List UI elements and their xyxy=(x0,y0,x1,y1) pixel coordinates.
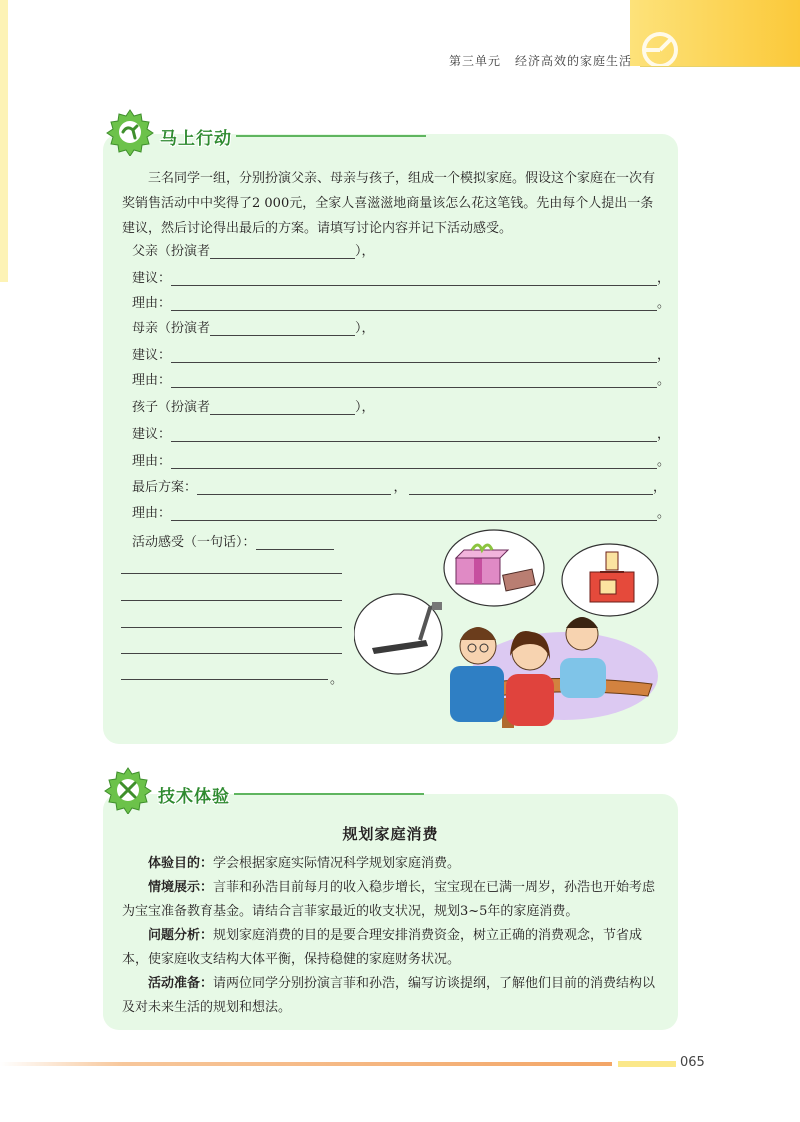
scene-text: 言菲和孙浩目前每月的收入稳步增长，宝宝现在已满一周岁，孙浩也开始考虑为宝宝准备教育基金。请结合言菲家最近的收支状况，规划3~5年的家庭消费。 xyxy=(122,880,656,919)
role-close: ）， xyxy=(355,244,375,259)
analysis-text: 规划家庭消费的目的是要合理安排消费资金，树立正确的消费观念，节省成本，使家庭收支结构大体平衡，保持稳健的家庭财务状况。 xyxy=(122,928,643,967)
feeling-line-3[interactable] xyxy=(121,600,342,601)
comma-mark: ， xyxy=(657,427,671,442)
plan-heading: 规划家庭消费 xyxy=(342,825,439,843)
mother-reason-row xyxy=(132,370,670,388)
period-mark: 。 xyxy=(657,296,671,311)
role-close: ）， xyxy=(355,400,375,415)
section-title-tech-experience: 技术体验 xyxy=(158,787,230,807)
feeling-line-6[interactable] xyxy=(121,679,328,680)
footer-bar xyxy=(0,1062,612,1066)
father-reason-row xyxy=(132,293,670,311)
father-suggestion-field[interactable] xyxy=(171,271,657,286)
section-title-rule xyxy=(234,793,424,795)
reason-label: 理由： xyxy=(132,506,172,521)
final-plan-field-2[interactable] xyxy=(409,480,653,495)
suggestion-label: 建议： xyxy=(132,271,172,286)
footer-accent xyxy=(618,1061,676,1067)
goal-paragraph xyxy=(122,852,662,876)
child-reason-row xyxy=(132,451,670,469)
feeling-label: 活动感受（一句话）： xyxy=(132,535,256,550)
suggestion-label: 建议： xyxy=(132,348,172,363)
feeling-line-2[interactable] xyxy=(121,573,342,574)
running-header xyxy=(449,52,632,69)
mother-reason-field[interactable] xyxy=(171,373,657,388)
father-label: 父亲（扮演者 xyxy=(132,244,211,259)
feeling-line-5[interactable] xyxy=(121,653,342,654)
treadmill-bubble xyxy=(354,594,442,674)
suggestion-label: 建议： xyxy=(132,427,172,442)
child-label: 孩子（扮演者 xyxy=(132,400,211,415)
page-number: 065 xyxy=(680,1055,705,1070)
scene-label: 情境展示： xyxy=(148,880,214,895)
child-suggestion-field[interactable] xyxy=(171,427,657,442)
donation-box-bubble xyxy=(562,544,658,616)
role-close: ）， xyxy=(355,321,375,336)
mother-figure xyxy=(506,631,554,726)
left-decor-strip xyxy=(0,0,8,282)
unit-label: 第三单元 xyxy=(448,54,501,68)
prep-paragraph xyxy=(122,972,662,1020)
section-title-rule xyxy=(236,135,426,137)
reason-label: 理由： xyxy=(132,373,172,388)
analysis-label: 问题分析： xyxy=(148,928,214,943)
gift-bubble xyxy=(444,530,544,606)
child-actor-field[interactable] xyxy=(210,400,355,415)
feeling-line-4[interactable] xyxy=(121,627,342,628)
goal-label: 体验目的： xyxy=(148,856,214,871)
feeling-row xyxy=(132,532,334,550)
scene-paragraph xyxy=(122,876,662,924)
father-actor-field[interactable] xyxy=(210,244,355,259)
family-discussion-illustration xyxy=(354,528,659,732)
final-reason-row xyxy=(132,503,670,521)
mother-suggestion-field[interactable] xyxy=(171,348,657,363)
section-title-act-now: 马上行动 xyxy=(160,129,232,149)
father-reason-field[interactable] xyxy=(171,296,657,311)
unit-title: 经济高效的家庭生活 xyxy=(514,54,632,68)
final-plan-field-1[interactable] xyxy=(197,480,391,495)
analysis-paragraph xyxy=(122,924,662,972)
gear-tools-icon xyxy=(104,766,152,814)
goal-text: 学会根据家庭实际情况科学规划家庭消费。 xyxy=(213,856,461,871)
activity-intro: 三名同学一组，分别扮演父亲、母亲与孩子，组成一个模拟家庭。假设这个家庭在一次有奖销售活动中中奖得了2 000元，全家人喜滋滋地商量该怎么花这笔钱。先由每个人提出一条建议，然后讨论得出最后的方案。请填写讨论内容并记下活动感受。 xyxy=(122,171,656,236)
period-mark: 。 xyxy=(657,454,671,469)
father-row xyxy=(132,241,375,259)
feeling-field[interactable] xyxy=(256,535,334,550)
comma-mark: ， xyxy=(653,480,667,495)
father-suggestion-row xyxy=(132,268,670,286)
mother-suggestion-row xyxy=(132,345,670,363)
father-figure xyxy=(450,627,504,722)
final-plan-label: 最后方案： xyxy=(132,480,198,495)
prep-text: 请两位同学分别扮演言菲和孙浩，编写访谈提纲，了解他们目前的消费结构以及对未来生活的规划和想法。 xyxy=(122,976,656,1015)
child-reason-field[interactable] xyxy=(171,454,657,469)
mother-label: 母亲（扮演者 xyxy=(132,321,211,336)
comma-mark: ， xyxy=(393,480,407,495)
child-suggestion-row xyxy=(132,424,670,442)
period-mark: 。 xyxy=(657,506,671,521)
final-plan-row xyxy=(132,477,666,495)
final-reason-field[interactable] xyxy=(171,506,657,521)
header-rule xyxy=(640,66,800,67)
period-mark: 。 xyxy=(330,672,344,687)
gear-hand-icon xyxy=(106,108,154,156)
child-row xyxy=(132,397,375,415)
gear-logo-icon xyxy=(636,26,682,66)
prep-label: 活动准备： xyxy=(148,976,214,991)
mother-row xyxy=(132,318,375,336)
comma-mark: ， xyxy=(657,348,671,363)
reason-label: 理由： xyxy=(132,296,172,311)
mother-actor-field[interactable] xyxy=(210,321,355,336)
comma-mark: ， xyxy=(657,271,671,286)
period-mark: 。 xyxy=(657,373,671,388)
reason-label: 理由： xyxy=(132,454,172,469)
